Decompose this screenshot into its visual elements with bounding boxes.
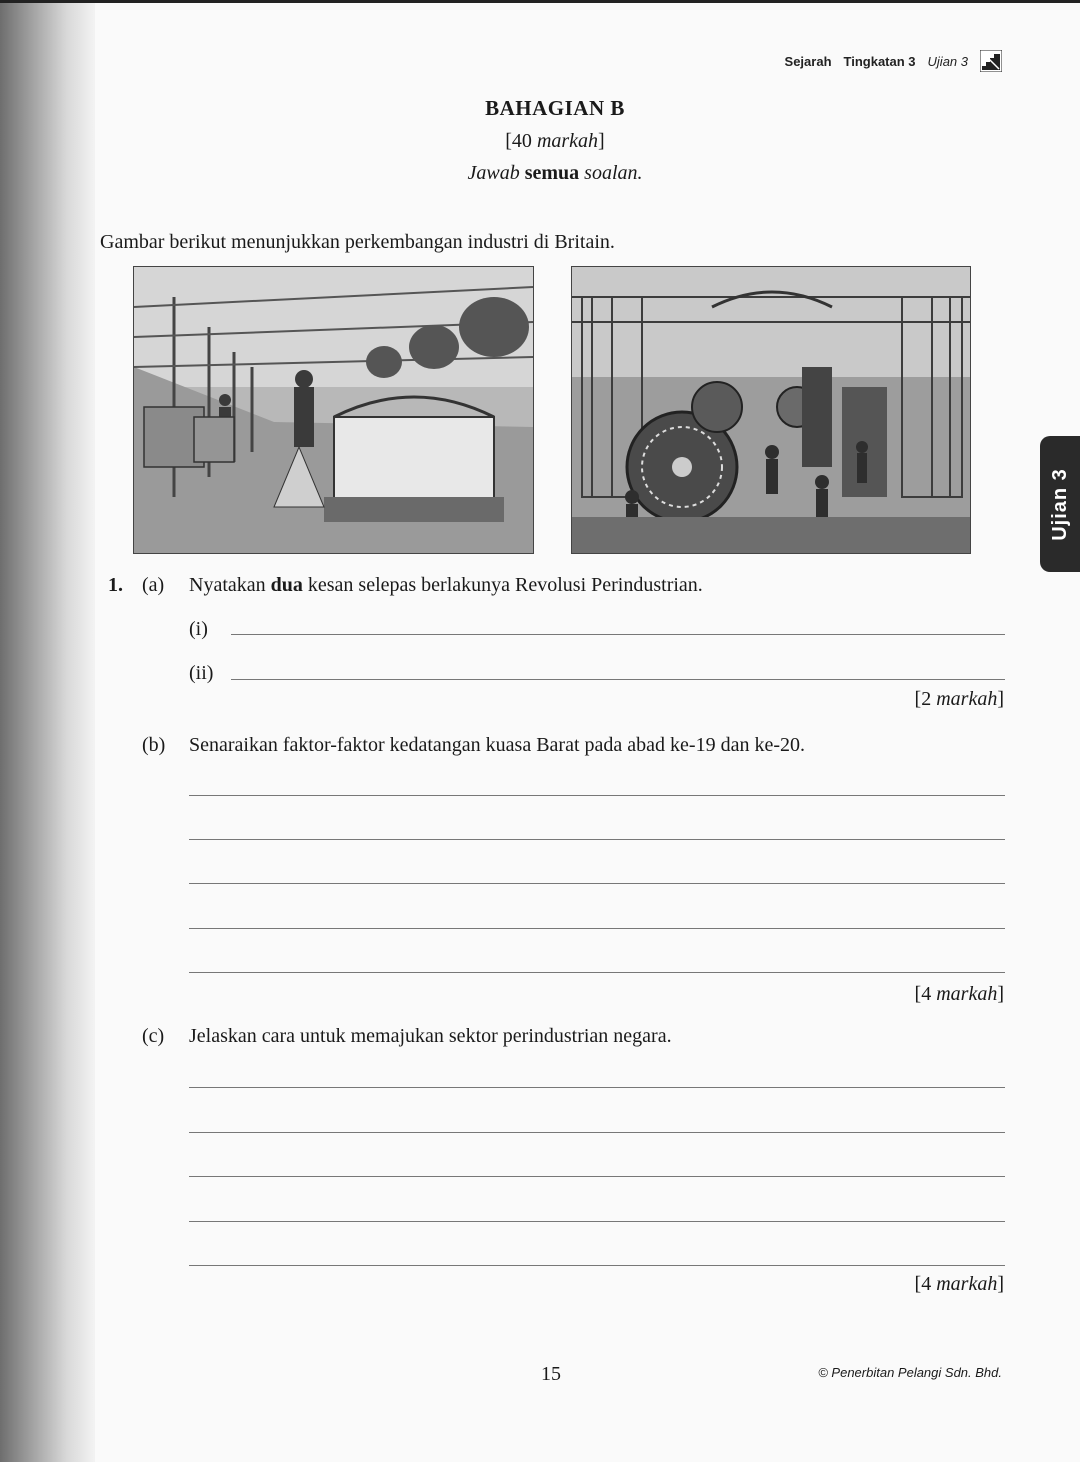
section-title: BAHAGIAN B (485, 96, 625, 120)
question-number: 1. (108, 574, 123, 596)
page-number: 15 (541, 1363, 561, 1385)
side-tab-label: Ujian 3 (1048, 467, 1071, 541)
part-b-label: (b) (142, 734, 166, 756)
answer-line[interactable] (189, 1087, 1005, 1088)
answer-line[interactable] (189, 883, 1005, 884)
header-form: Tingkatan 3 (843, 53, 916, 69)
section-instruction: Jawab semua soalan. (467, 162, 643, 184)
section-marks: [40 markah] (505, 130, 605, 152)
page-header (785, 50, 1002, 72)
part-b-question: Senaraikan faktor-faktor kedatangan kuasa Barat pada abad ke-19 dan ke-20. (189, 734, 805, 756)
page-shadow (0, 0, 95, 1462)
answer-line[interactable] (231, 679, 1005, 680)
intro-text: Gambar berikut menunjukkan perkembangan industri di Britain. (100, 231, 615, 253)
part-c-question: Jelaskan cara untuk memajukan sektor perindustrian negara. (189, 1025, 672, 1047)
part-c-marks: [4 markah] (914, 1273, 1004, 1295)
answer-line[interactable] (189, 1265, 1005, 1266)
answer-line[interactable] (189, 928, 1005, 929)
answer-line[interactable] (189, 1132, 1005, 1133)
top-border (0, 0, 1080, 3)
answer-line[interactable] (189, 1176, 1005, 1177)
part-a-question: Nyatakan dua kesan selepas berlakunya Revolusi Perindustrian. (189, 574, 703, 596)
answer-line[interactable] (231, 634, 1005, 635)
part-b-marks: [4 markah] (914, 983, 1004, 1005)
answer-line[interactable] (189, 972, 1005, 973)
part-a-sub-ii: (ii) (189, 662, 214, 684)
weaving-mill-image (133, 266, 534, 554)
header-subject: Sejarah (784, 53, 832, 69)
part-a-marks: [2 markah] (914, 688, 1004, 710)
answer-line[interactable] (189, 839, 1005, 840)
answer-line[interactable] (189, 1221, 1005, 1222)
part-c-label: (c) (142, 1025, 165, 1047)
header-test: Ujian 3 (927, 53, 968, 69)
stairs-logo-icon (980, 50, 1002, 72)
factory-machinery-image (571, 266, 971, 554)
answer-line[interactable] (189, 795, 1005, 796)
copyright: © Penerbitan Pelangi Sdn. Bhd. (818, 1365, 1002, 1380)
part-a-label: (a) (142, 574, 165, 596)
part-a-sub-i: (i) (189, 618, 208, 640)
